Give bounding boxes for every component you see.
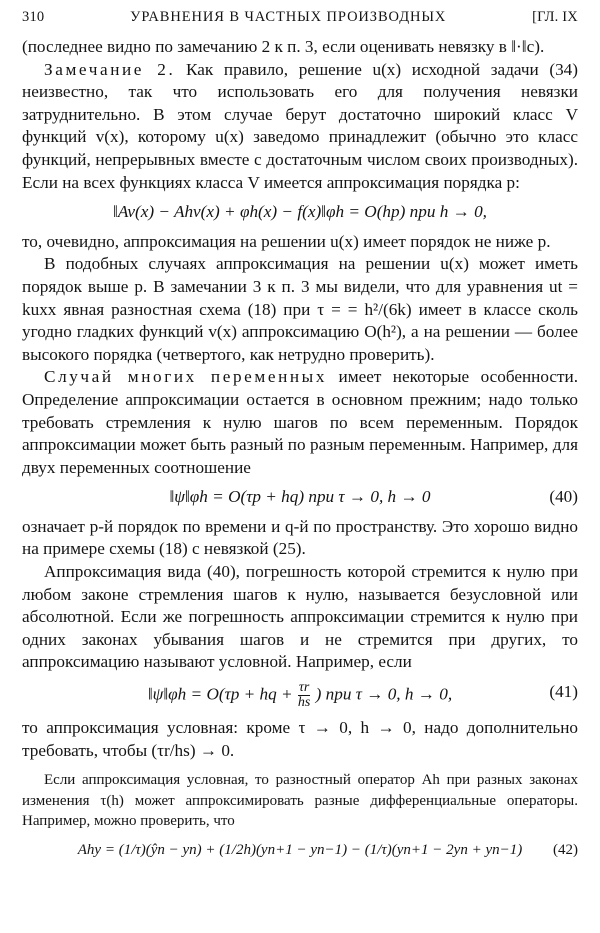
formula-42 [22,840,578,861]
formula-a-text: ‖Av(x) − Ahv(x) + φh(x) − f(x)‖φh = O(hp) при h → 0, [113,202,487,222]
paragraph-8: то аппроксимация условная: кроме τ → 0, h → 0, надо дополнительно требовать, чтобы (τr/hs) → 0. [22,718,579,760]
many-variables-heading: Случай многих переменных [44,367,328,387]
formula-42-text: Ahy = (1/τ)(ŷn − yn) + (1/2h)(yn+1 − yn−1) − (1/τ)(yn+1 − 2yn + yn−1) [77,841,523,858]
paragraph-3: то, очевидно, аппроксимация на решении u(x) имеет порядок не ниже p. [22,231,551,251]
paragraph-small-print: Если аппроксимация условная, то разностный оператор Ah при разных законах изменения τ(h) может аппроксимировать разные дифференциальные операторы. Например, можно проверить, что [22,772,578,830]
fraction-denominator: hs [297,695,311,711]
paragraph-remark-2 [22,59,578,195]
formula-41-left: ‖ψ‖φh = O(τp + hq + [147,684,293,704]
formula-40-text: ‖ψ‖φh = O(τp + hq) при τ → 0, h → 0 [169,487,431,507]
paragraph-1: (последнее видно по замечанию 2 к п. 3, если оценивать невязку в ‖·‖c). [22,37,545,56]
equation-number-40: (40) [549,487,578,507]
formula-approximation-order [22,201,578,224]
formula-41 [22,681,578,710]
paragraph-7: Аппроксимация вида (40), погрешность которой стремится к нулю при любом законе стремления шагов к нулю, называется безусловной или абсолютной. Если же погрешность аппроксимации стремится к нулю при одних законах убывания шагов и не стремится при других, то аппроксимацию называют условной. Например, если [22,562,578,672]
paragraph-many-variables [22,366,578,479]
remark-heading: Замечание 2. [44,59,176,79]
equation-number-41: (41) [549,682,578,702]
remark-text: Как правило, решение u(x) исходной задачи (34) неизвестно, так что использовать его для получения невязки затруднительно. В этом случае берут достаточно широкий класс V функций v(x), которому u(x) заведомо принадлежит (обычно это класс функций, непрерывных вместе с достаточным числом своих производных). Если на всех функциях класса V имеется аппроксимация порядка p: [22,59,578,192]
formula-41-fraction [298,681,310,710]
formula-41-right: ) при τ → 0, h → 0, [315,684,453,704]
equation-number-42: (42) [553,841,578,858]
formula-40 [22,486,578,509]
many-variables-text: имеет некоторые особенности. Определение аппроксимации остается в основном прежним; надо только требовать стремления к нулю шагов по всем переменным. Порядок аппроксимации может быть разный по разным переменным. Например, для двух переменных соотношение [22,367,579,477]
page-number: 310 [22,9,45,25]
running-title: УРАВНЕНИЯ В ЧАСТНЫХ ПРОИЗВОДНЫХ [130,9,447,25]
paragraph-4: В подобных случаях аппроксимация на решении u(x) может иметь порядок выше p. В замечании 3 к п. 3 мы видели, что для уравнения ut = kuxx явная разностная схема (18) при τ = = h²/(6k) имеет в классе сколь угодно гладких функций v(x) аппроксимацию O(h²), а на решении — более высокого порядка (четвертого, как нетрудно проверить). [22,254,578,364]
page-header [22,6,578,36]
fraction-numerator: τr [298,680,310,696]
paragraph-6: означает p-й порядок по времени и q-й по пространству. Это хорошо видно на примере схемы (18) с невязкой (25). [22,516,578,559]
chapter-label: [ГЛ. IX [532,9,578,25]
